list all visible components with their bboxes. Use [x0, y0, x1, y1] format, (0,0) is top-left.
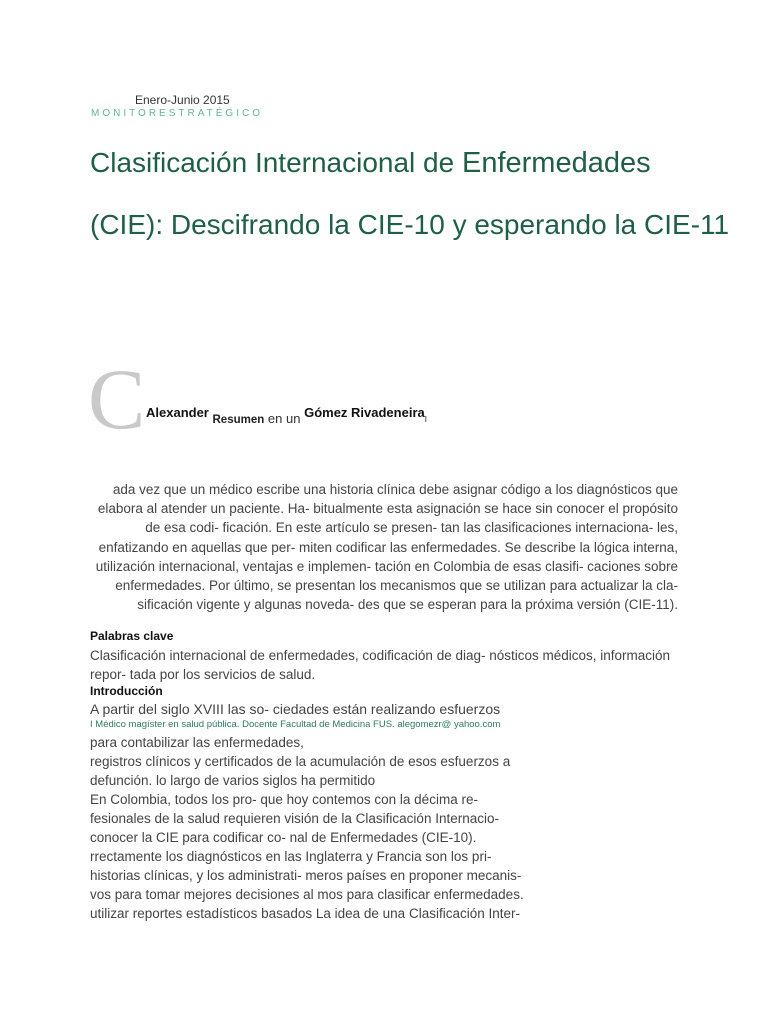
drop-cap: C [88, 351, 146, 447]
author-first-name: Alexander [146, 405, 209, 420]
article-title [90, 132, 730, 256]
body-line: defunción. lo largo de varios siglos ha permitido [90, 773, 376, 788]
body-line: vos para tomar mejores decisiones al mos para clasificar enfermedades. [90, 887, 524, 902]
keywords-heading: Palabras clave [90, 629, 174, 643]
issue-date: Enero-Junio 2015 [135, 93, 230, 107]
title-part-3: (CIE): Descifrando la CIE-10 y esperando la CIE-11 [90, 209, 730, 240]
resumen-label: Resumen [212, 414, 265, 426]
body-line: registros clínicos y certificados de la acumulación de esos esfuerzos a [90, 754, 511, 769]
author-footnote: I Médico magíster en salud pública. Docente Facultad de Medicina FUS. alegomezr@ yahoo.com [90, 719, 501, 730]
author-footnote-mark: I [424, 415, 427, 424]
abstract-text: ada vez que un médico escribe una historia clínica debe asignar código a los diagnósticos que elabora al atender un paciente. Ha- bitualmente esta asignación se hace sin conocer el propósito de esa codi- ficación. En este artículo se presen- tan las clasificaciones internaciona- les, enfatizando en aquellas que per- miten codificar las enfermedades. Se describe la lógica interna, utilización internacional, ventajas e implemen- tación en Colombia de esas clasifi- caciones sobre enfermedades. Por último, se presentan los mecanismos que se utilizan para actualizar la cla- sificación vigente y algunas noveda- des que se esperan para la próxima versión (CIE-11). [95, 482, 678, 613]
body-line: utilizar reportes estadísticos basados La idea de una Clasificación Inter- [90, 906, 520, 921]
introduction-first-line: A partir del siglo XVIII las so- ciedades están realizando esfuerzos [90, 701, 501, 717]
body-line: rrectamente los diagnósticos en las Inglaterra y Francia son los pri- [90, 849, 492, 864]
journal-brand: MONITORESTRATÉGICO [91, 108, 263, 119]
body-line: para contabilizar las enfermedades, [90, 735, 304, 750]
introduction-body [90, 733, 524, 923]
keywords-text: Clasificación internacional de enfermedades, codificación de diag- nósticos médicos, información repor- tada por los servicios de salud. [90, 648, 671, 682]
author-last-name: Gómez Rivadeneira [304, 405, 425, 420]
en-un-text: en un [267, 411, 301, 426]
introduction-heading: Introducción [90, 684, 163, 698]
title-part-2: Enfermedades [461, 147, 651, 179]
title-part-1: Clasificación Internacional de [90, 147, 462, 178]
body-line: conocer la CIE para codificar co- nal de Enfermedades (CIE-10). [90, 830, 477, 845]
body-line: En Colombia, todos los pro- que hoy contemos con la décima re- [90, 792, 478, 807]
author-line [146, 405, 427, 426]
body-line: historias clínicas, y los administrati- meros países en proponer mecanis- [90, 868, 522, 883]
body-line: fesionales de la salud requieren visión de la Clasificación Internacio- [90, 811, 499, 826]
